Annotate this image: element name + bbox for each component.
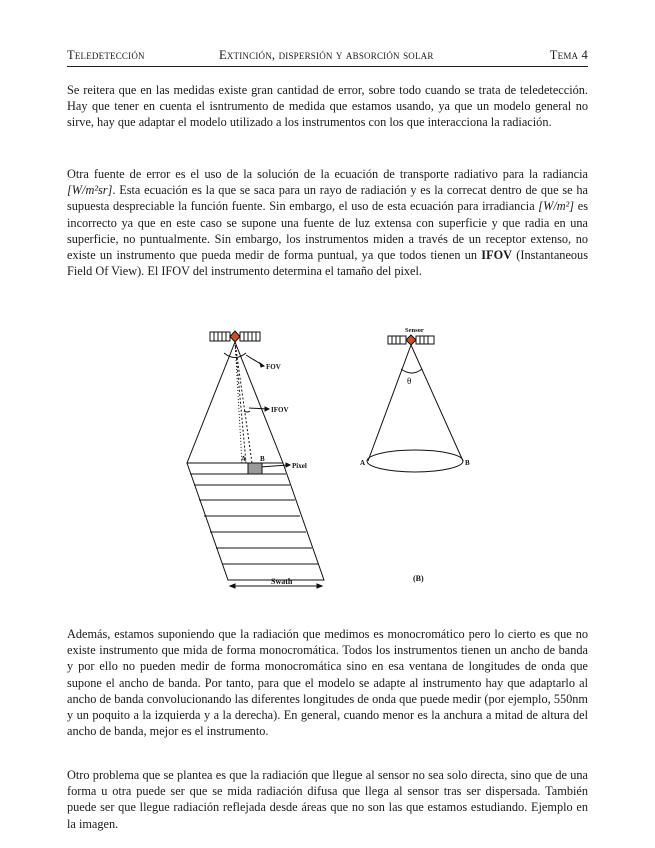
ifov-term: IFOV: [481, 248, 513, 263]
fov-label: FOV: [266, 363, 281, 371]
left-satellite-icon: [210, 331, 260, 342]
paragraph-bandwidth: Además, estamos suponiendo que la radiación que medimos es monocromático pero lo cierto es que no existe instrumento que mida de forma monocromática. Todos los instrumentos tienen un ancho de banda y por ello no pueden medir de forma monocromática sino en esa ventana de longitudes de onda que supone el ancho de banda. Por tanto, para que el modelo se adapte al instrumento hay que adaptarlo al ancho de banda convolucionando las diferentes longitudes de onda que puede medir (por ejemplo, 550nm y un poquito a la izquierda y a la derecha). En general, cuando menor es la anchura a mitad de altura del ancho de banda, mejor es el instrumento.: [67, 627, 588, 739]
radiance-unit: [W/m²sr]: [67, 183, 113, 198]
header-section-title: Extinción, dispersión y absorción solar: [219, 48, 434, 62]
p2-text-d: (Instantaneous Field Of View). El IFOV del instrumento determina el tamaño del pixel.: [67, 248, 588, 279]
theta-label: θ: [407, 376, 412, 386]
paragraph-radiative-transfer: [67, 166, 588, 279]
paragraph-diffuse-radiation: Otro problema que se plantea es que la radiación que llegue al sensor no sea solo directa, sino que de una forma u otra puede ser que se mida radiación difusa que llega al sensor tras ser dispersada. También puede ser que llegue radiación reflejada desde áreas que no son las que estamos estudiando. Ejemplo en la imagen.: [67, 768, 588, 831]
sensor-fov-figure: [180, 322, 480, 590]
left-point-b-label: B: [260, 455, 265, 463]
right-diagram-labels: [360, 327, 470, 583]
p2-text-a: Otra fuente de error es el uso de la solución de la ecuación de transporte radiativo para la radiancia: [67, 167, 588, 181]
running-header: [67, 46, 588, 67]
swath-label: Swath: [271, 577, 293, 586]
right-diagram: [367, 335, 463, 472]
left-diagram: [187, 331, 324, 588]
left-point-a-label: A: [241, 455, 247, 463]
pixel-label: Pixel: [292, 462, 307, 470]
right-point-a-label: A: [360, 459, 366, 467]
paragraph-measurement-error: Se reitera que en las medidas existe gran cantidad de error, sobre todo cuando se trata de teledetección. Hay que tener en cuenta el isntrumento de medida que estamos usando, ya que un modelo general no sirve, hay que adaptar el modelo utilizado a los instrumentos con los que interacciona la radiación.: [67, 83, 588, 130]
p2-text-c: es incorrecto ya que en este caso se supone una fuente de luz extensa con superficie y que radia en una superficie, no puntualmente. Sin embargo, los instrumentos miden a través de un receptor extenso, no existe un instrumento que pueda medir de forma puntual, ya que todos tienen un: [67, 199, 588, 263]
p2-text-b: . Esta ecuación es la que se saca para un rayo de radiación y es la correcat dentro de que se ha supuesta despreciable la función fuente. Sin embargo, el uso de esta ecuación para irradiancia: [67, 183, 588, 214]
right-caption-label: (B): [413, 574, 424, 583]
ifov-label: IFOV: [271, 406, 289, 414]
right-satellite-icon: [388, 335, 434, 345]
header-chapter: Tema 4: [549, 48, 588, 62]
header-subject: Teledetección: [67, 48, 145, 62]
sensor-label: Sensor: [405, 327, 424, 334]
irradiance-unit: [W/m²]: [538, 199, 575, 214]
right-point-b-label: B: [465, 459, 470, 467]
